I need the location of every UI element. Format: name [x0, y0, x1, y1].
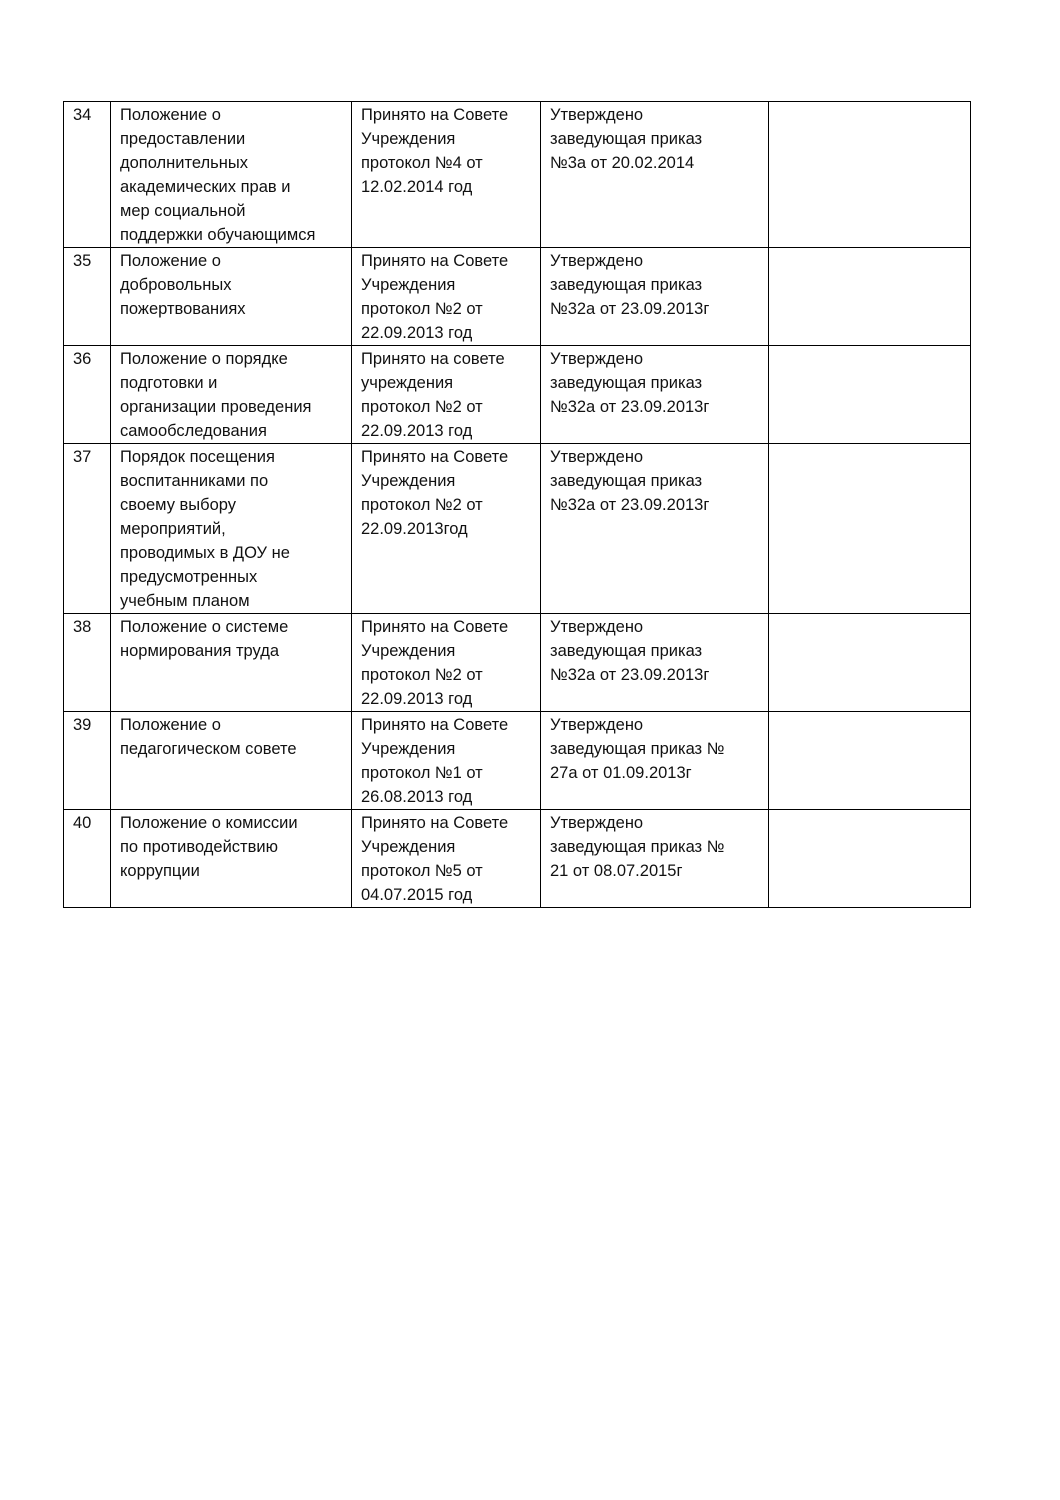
document-title: Положение о комиссии по противодействию коррупции	[111, 810, 352, 908]
table-row	[64, 346, 971, 444]
table-row	[64, 444, 971, 614]
table-row	[64, 248, 971, 346]
document-title: Положение о порядке подготовки и организации проведения самообследования	[111, 346, 352, 444]
acceptance-info: Принято на Совете Учреждения протокол №4 от 12.02.2014 год	[352, 102, 541, 248]
empty-cell	[769, 444, 971, 614]
table-row	[64, 614, 971, 712]
row-number: 40	[64, 810, 111, 908]
empty-cell	[769, 248, 971, 346]
table-row	[64, 102, 971, 248]
empty-cell	[769, 346, 971, 444]
acceptance-info: Принято на Совете Учреждения протокол №5 от 04.07.2015 год	[352, 810, 541, 908]
empty-cell	[769, 712, 971, 810]
empty-cell	[769, 810, 971, 908]
document-title: Положение о добровольных пожертвованиях	[111, 248, 352, 346]
document-title: Положение о предоставлении дополнительных академических прав и мер социальной поддержки обучающимся	[111, 102, 352, 248]
row-number: 37	[64, 444, 111, 614]
row-number: 35	[64, 248, 111, 346]
table-row	[64, 712, 971, 810]
approval-info: Утверждено заведующая приказ № 21 от 08.07.2015г	[541, 810, 769, 908]
acceptance-info: Принято на Совете Учреждения протокол №2 от 22.09.2013 год	[352, 614, 541, 712]
empty-cell	[769, 102, 971, 248]
approval-info: Утверждено заведующая приказ №3а от 20.02.2014	[541, 102, 769, 248]
approval-info: Утверждено заведующая приказ № 27а от 01.09.2013г	[541, 712, 769, 810]
acceptance-info: Принято на Совете Учреждения протокол №1 от 26.08.2013 год	[352, 712, 541, 810]
approval-info: Утверждено заведующая приказ №32а от 23.09.2013г	[541, 346, 769, 444]
approval-info: Утверждено заведующая приказ №32а от 23.09.2013г	[541, 614, 769, 712]
document-title: Порядок посещения воспитанниками по своему выбору мероприятий, проводимых в ДОУ не предусмотренных учебным планом	[111, 444, 352, 614]
row-number: 34	[64, 102, 111, 248]
document-title: Положение о системе нормирования труда	[111, 614, 352, 712]
row-number: 38	[64, 614, 111, 712]
acceptance-info: Принято на совете учреждения протокол №2 от 22.09.2013 год	[352, 346, 541, 444]
row-number: 39	[64, 712, 111, 810]
approval-info: Утверждено заведующая приказ №32а от 23.09.2013г	[541, 248, 769, 346]
row-number: 36	[64, 346, 111, 444]
regulations-table	[63, 101, 971, 908]
empty-cell	[769, 614, 971, 712]
approval-info: Утверждено заведующая приказ №32а от 23.09.2013г	[541, 444, 769, 614]
acceptance-info: Принято на Совете Учреждения протокол №2 от 22.09.2013 год	[352, 248, 541, 346]
table-row	[64, 810, 971, 908]
acceptance-info: Принято на Совете Учреждения протокол №2 от 22.09.2013год	[352, 444, 541, 614]
document-title: Положение о педагогическом совете	[111, 712, 352, 810]
